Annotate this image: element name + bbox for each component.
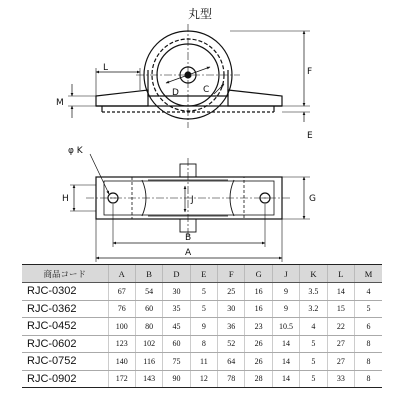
spec-table xyxy=(22,264,382,388)
table-cell: 33 xyxy=(327,370,354,388)
table-cell: 5 xyxy=(300,370,327,388)
table-cell: 8 xyxy=(355,335,382,353)
table-cell: 30 xyxy=(218,300,245,318)
table-cell: 143 xyxy=(135,370,162,388)
table-cell: 16 xyxy=(245,283,272,301)
table-cell: 75 xyxy=(163,353,190,371)
table-cell: 60 xyxy=(163,335,190,353)
table-cell: 6 xyxy=(355,318,382,336)
label-f: F xyxy=(307,67,313,77)
front-view xyxy=(68,24,313,128)
table-cell: 26 xyxy=(245,335,272,353)
product-code-cell: RJC-0752 xyxy=(22,353,108,371)
table-cell: 140 xyxy=(108,353,135,371)
table-cell: 60 xyxy=(135,300,162,318)
table-cell: 22 xyxy=(327,318,354,336)
table-row xyxy=(22,370,382,388)
table-cell: 28 xyxy=(245,370,272,388)
table-cell: 45 xyxy=(163,318,190,336)
label-b: B xyxy=(185,233,192,243)
table-cell: 3.5 xyxy=(300,283,327,301)
table-cell: 78 xyxy=(218,370,245,388)
table-row xyxy=(22,318,382,336)
table-cell: 4 xyxy=(355,283,382,301)
column-header: G xyxy=(245,265,272,283)
label-d: D xyxy=(172,88,179,98)
table-cell: 26 xyxy=(245,353,272,371)
table-cell: 8 xyxy=(190,335,217,353)
label-phi-k: φ K xyxy=(68,146,83,156)
table-cell: 15 xyxy=(327,300,354,318)
table-cell: 5 xyxy=(355,300,382,318)
table-cell: 76 xyxy=(108,300,135,318)
table-cell: 100 xyxy=(108,318,135,336)
label-m: M xyxy=(56,98,64,108)
table-cell: 25 xyxy=(218,283,245,301)
right-flange xyxy=(228,90,282,106)
product-code-cell: RJC-0302 xyxy=(22,283,108,301)
table-cell: 35 xyxy=(163,300,190,318)
table-cell: 123 xyxy=(108,335,135,353)
column-header: J xyxy=(272,265,299,283)
product-code-cell: RJC-0362 xyxy=(22,300,108,318)
table-cell: 27 xyxy=(327,353,354,371)
table-cell: 10.5 xyxy=(272,318,299,336)
spec-table-header-row xyxy=(22,265,382,283)
table-cell: 12 xyxy=(190,370,217,388)
table-cell: 4 xyxy=(300,318,327,336)
column-header: K xyxy=(300,265,327,283)
spec-table-body xyxy=(22,283,382,388)
label-h: H xyxy=(62,194,69,204)
column-header: A xyxy=(108,265,135,283)
table-cell: 14 xyxy=(272,335,299,353)
table-cell: 9 xyxy=(190,318,217,336)
table-row xyxy=(22,283,382,301)
column-header: E xyxy=(190,265,217,283)
table-cell: 30 xyxy=(163,283,190,301)
table-cell: 80 xyxy=(135,318,162,336)
label-a: A xyxy=(185,248,192,258)
table-cell: 116 xyxy=(135,353,162,371)
table-cell: 9 xyxy=(272,283,299,301)
column-header: L xyxy=(327,265,354,283)
table-cell: 14 xyxy=(272,370,299,388)
table-cell: 11 xyxy=(190,353,217,371)
column-header: B xyxy=(135,265,162,283)
table-row xyxy=(22,335,382,353)
top-view xyxy=(70,154,310,262)
table-cell: 36 xyxy=(218,318,245,336)
table-cell: 3.2 xyxy=(300,300,327,318)
table-cell: 23 xyxy=(245,318,272,336)
column-header: M xyxy=(355,265,382,283)
table-cell: 54 xyxy=(135,283,162,301)
table-cell: 90 xyxy=(163,370,190,388)
table-cell: 102 xyxy=(135,335,162,353)
label-c: C xyxy=(203,85,210,95)
column-header: F xyxy=(218,265,245,283)
table-cell: 52 xyxy=(218,335,245,353)
table-cell: 5 xyxy=(190,300,217,318)
column-header: D xyxy=(163,265,190,283)
table-cell: 14 xyxy=(272,353,299,371)
label-g: G xyxy=(309,194,316,204)
table-cell: 64 xyxy=(218,353,245,371)
product-code-cell: RJC-0452 xyxy=(22,318,108,336)
label-j: J xyxy=(191,195,194,205)
table-cell: 5 xyxy=(300,353,327,371)
label-l: L xyxy=(103,63,109,73)
table-row xyxy=(22,300,382,318)
table-cell: 8 xyxy=(355,353,382,371)
table-cell: 67 xyxy=(108,283,135,301)
drawing-title: 丸型 xyxy=(187,7,212,21)
product-code-cell: RJC-0902 xyxy=(22,370,108,388)
table-row xyxy=(22,353,382,371)
left-flange xyxy=(96,90,148,106)
table-cell: 14 xyxy=(327,283,354,301)
table-cell: 16 xyxy=(245,300,272,318)
product-code-cell: RJC-0602 xyxy=(22,335,108,353)
table-cell: 5 xyxy=(190,283,217,301)
table-cell: 9 xyxy=(272,300,299,318)
table-cell: 5 xyxy=(300,335,327,353)
table-cell: 27 xyxy=(327,335,354,353)
table-cell: 172 xyxy=(108,370,135,388)
column-header: 商品コード xyxy=(22,265,108,283)
table-cell: 8 xyxy=(355,370,382,388)
label-e: E xyxy=(307,131,313,141)
